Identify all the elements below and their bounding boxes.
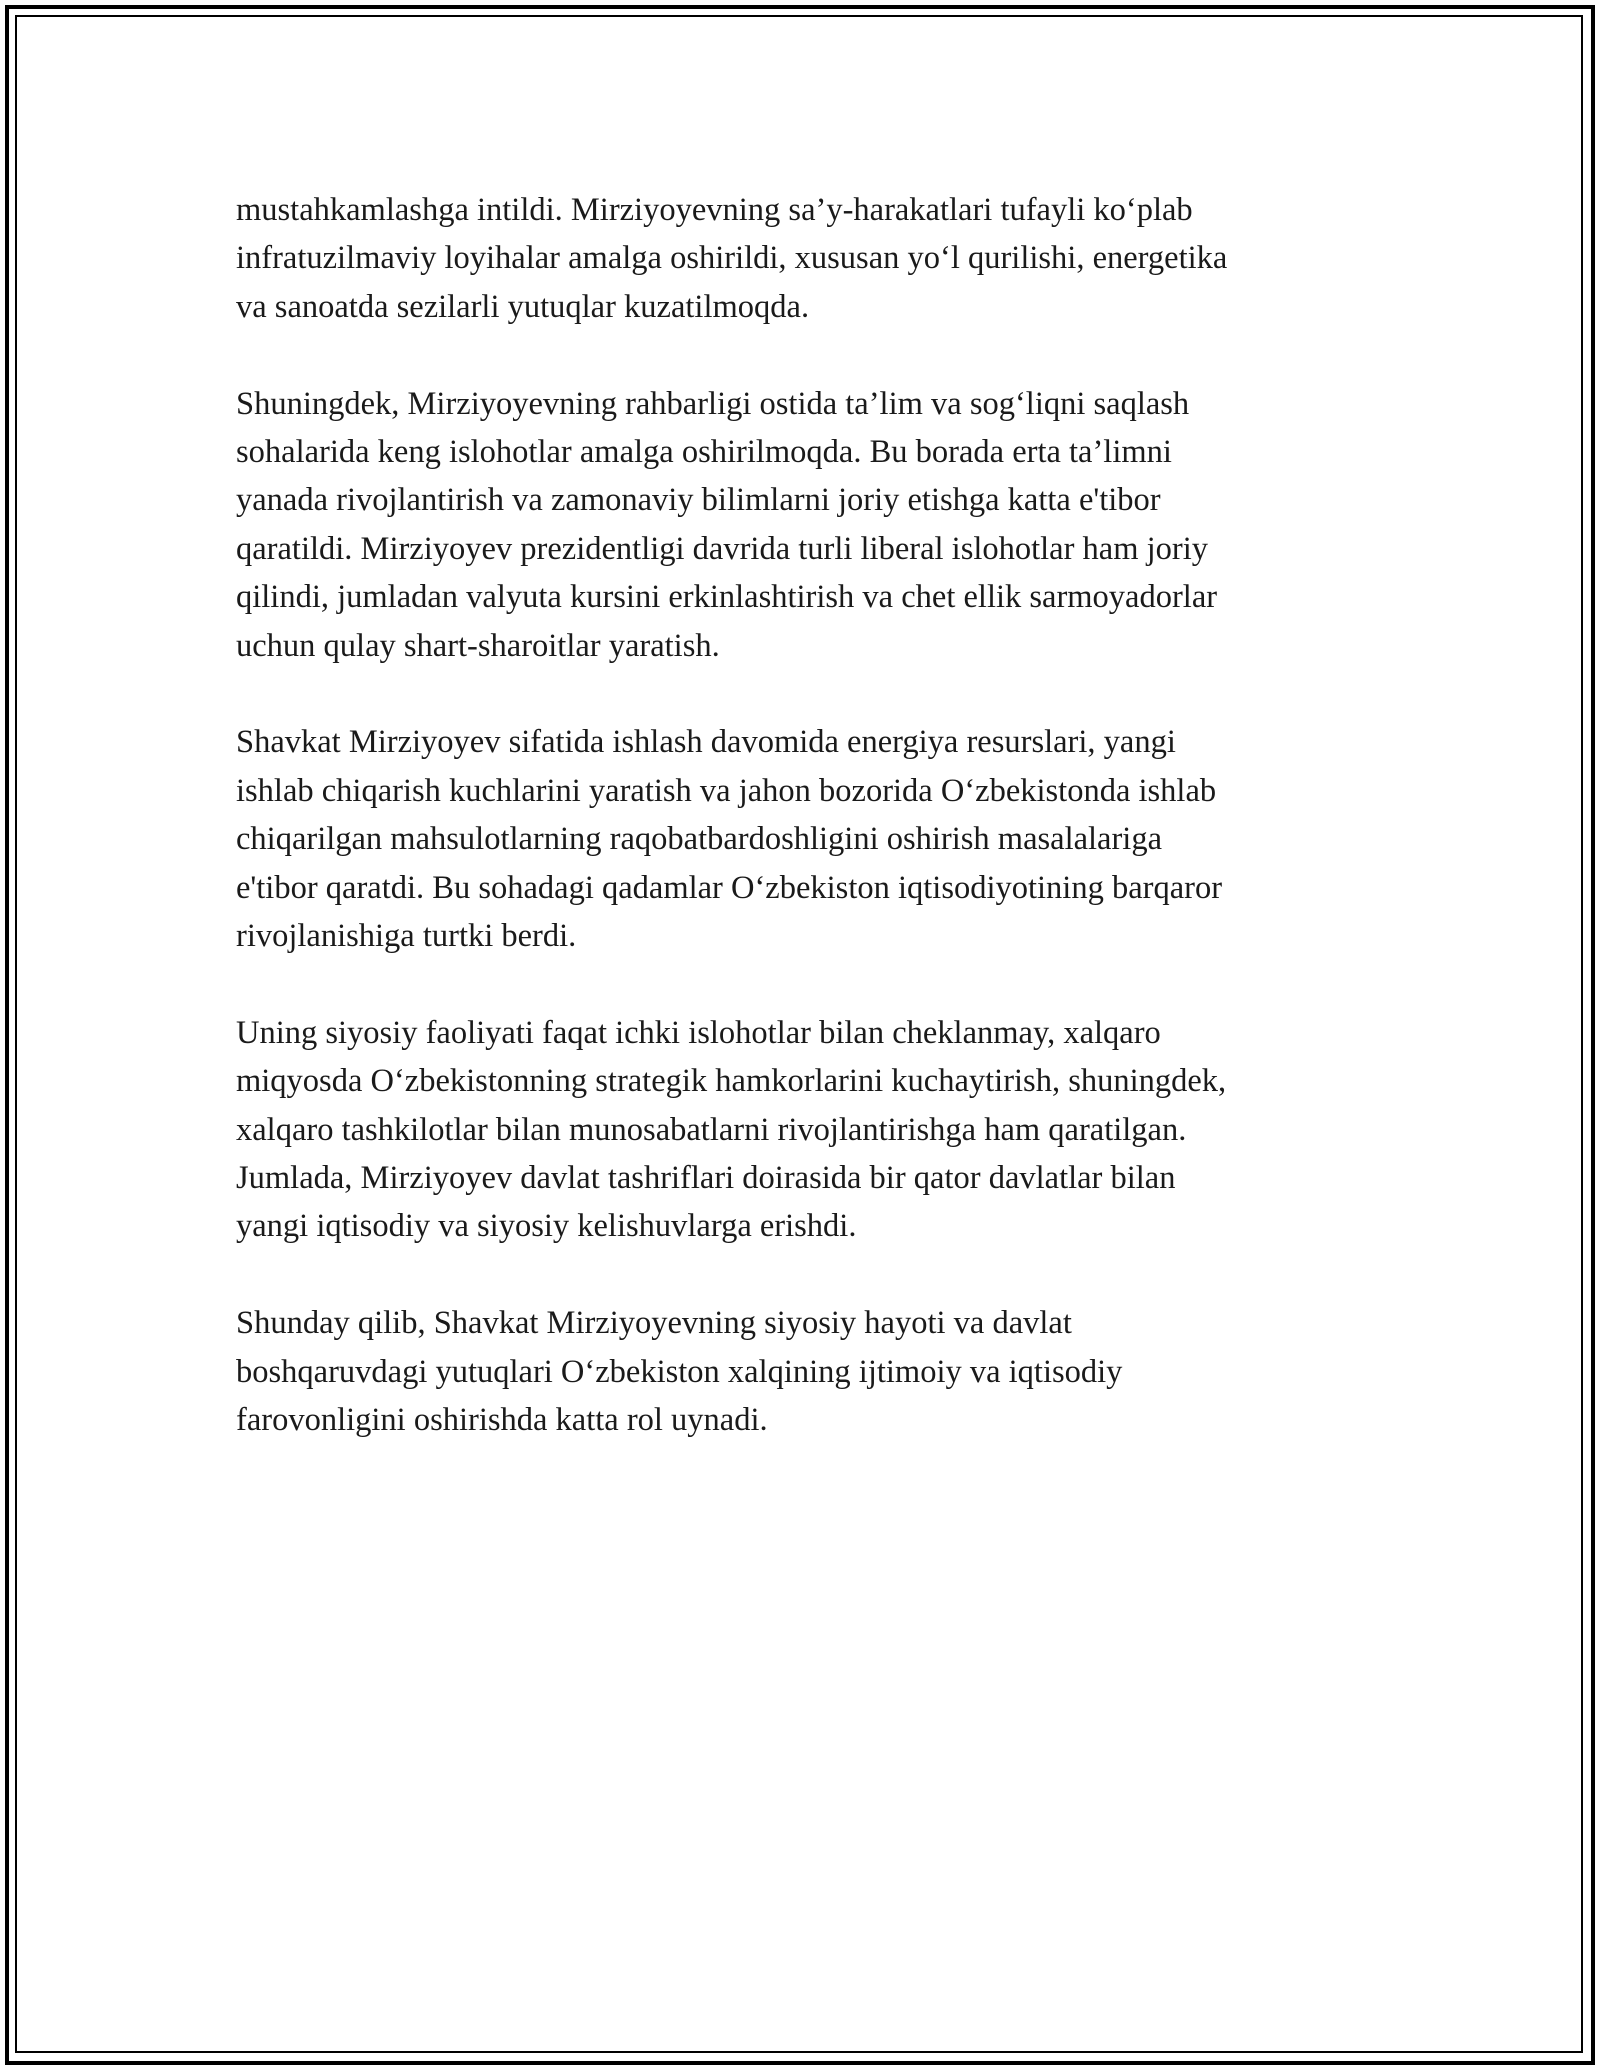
text-line: farovonligini oshirishda katta rol uynadi. [236, 1402, 768, 1439]
text-line: Jumlada, Mirziyoyev davlat tashriflari doirasida bir qator davlatlar bilan [236, 1160, 1176, 1197]
text-line: boshqaruvdagi yutuqlari O‘zbekiston xalqining ijtimoiy va iqtisodiy [236, 1353, 1123, 1390]
text-line: yanada rivojlantirish va zamonaviy bilimlarni joriy etishga katta e'tibor [236, 482, 1161, 519]
text-line: Shuningdek, Mirziyoyevning rahbarligi ostida ta’lim va sog‘liqni saqlash [236, 385, 1190, 422]
text-line: qilindi, jumladan valyuta kursini erkinlashtirish va chet ellik sarmoyadorlar [236, 579, 1218, 616]
text-line: ishlab chiqarish kuchlarini yaratish va jahon bozorida O‘zbekistonda ishlab [236, 772, 1217, 809]
text-line: yangi iqtisodiy va siyosiy kelishuvlarga erishdi. [236, 1208, 857, 1245]
text-line: va sanoatda sezilarli yutuqlar kuzatilmoqda. [236, 288, 810, 325]
text-line: e'tibor qaratdi. Bu sohadagi qadamlar O‘zbekiston iqtisodiyotining barqaror [236, 869, 1223, 906]
paragraph-4 [236, 1009, 1366, 1251]
paragraph-2 [236, 380, 1366, 670]
paragraph-1 [236, 186, 1366, 331]
text-line: sohalarida keng islohotlar amalga oshirilmoqda. Bu borada erta ta’limni [236, 434, 1172, 471]
text-line: qaratildi. Mirziyoyev prezidentligi davrida turli liberal islohotlar ham joriy [236, 530, 1209, 567]
document-body [236, 186, 1366, 1493]
text-line: Shavkat Mirziyoyev sifatida ishlash davomida energiya resurslari, yangi [236, 724, 1176, 761]
text-line: Shunday qilib, Shavkat Mirziyoyevning siyosiy hayoti va davlat [236, 1305, 1072, 1342]
text-line: uchun qulay shart-sharoitlar yaratish. [236, 627, 720, 664]
text-line: miqyosda O‘zbekistonning strategik hamkorlarini kuchaytirish, shuningdek, [236, 1063, 1227, 1100]
text-line: Uning siyosiy faoliyati faqat ichki islohotlar bilan cheklanmay, xalqaro [236, 1014, 1161, 1051]
text-line: mustahkamlashga intildi. Mirziyoyevning sa’y-harakatlari tufayli ko‘plab [236, 192, 1193, 228]
text-line: xalqaro tashkilotlar bilan munosabatlarni rivojlantirishga ham qaratilgan. [236, 1111, 1187, 1148]
paragraph-5 [236, 1299, 1366, 1444]
text-line: rivojlanishiga turtki berdi. [236, 918, 577, 955]
text-line: chiqarilgan mahsulotlarning raqobatbardoshligini oshirish masalalariga [236, 821, 1163, 858]
paragraph-3 [236, 718, 1366, 960]
text-line: infratuzilmaviy loyihalar amalga oshirildi, xususan yo‘l qurilishi, energetika [236, 240, 1228, 277]
